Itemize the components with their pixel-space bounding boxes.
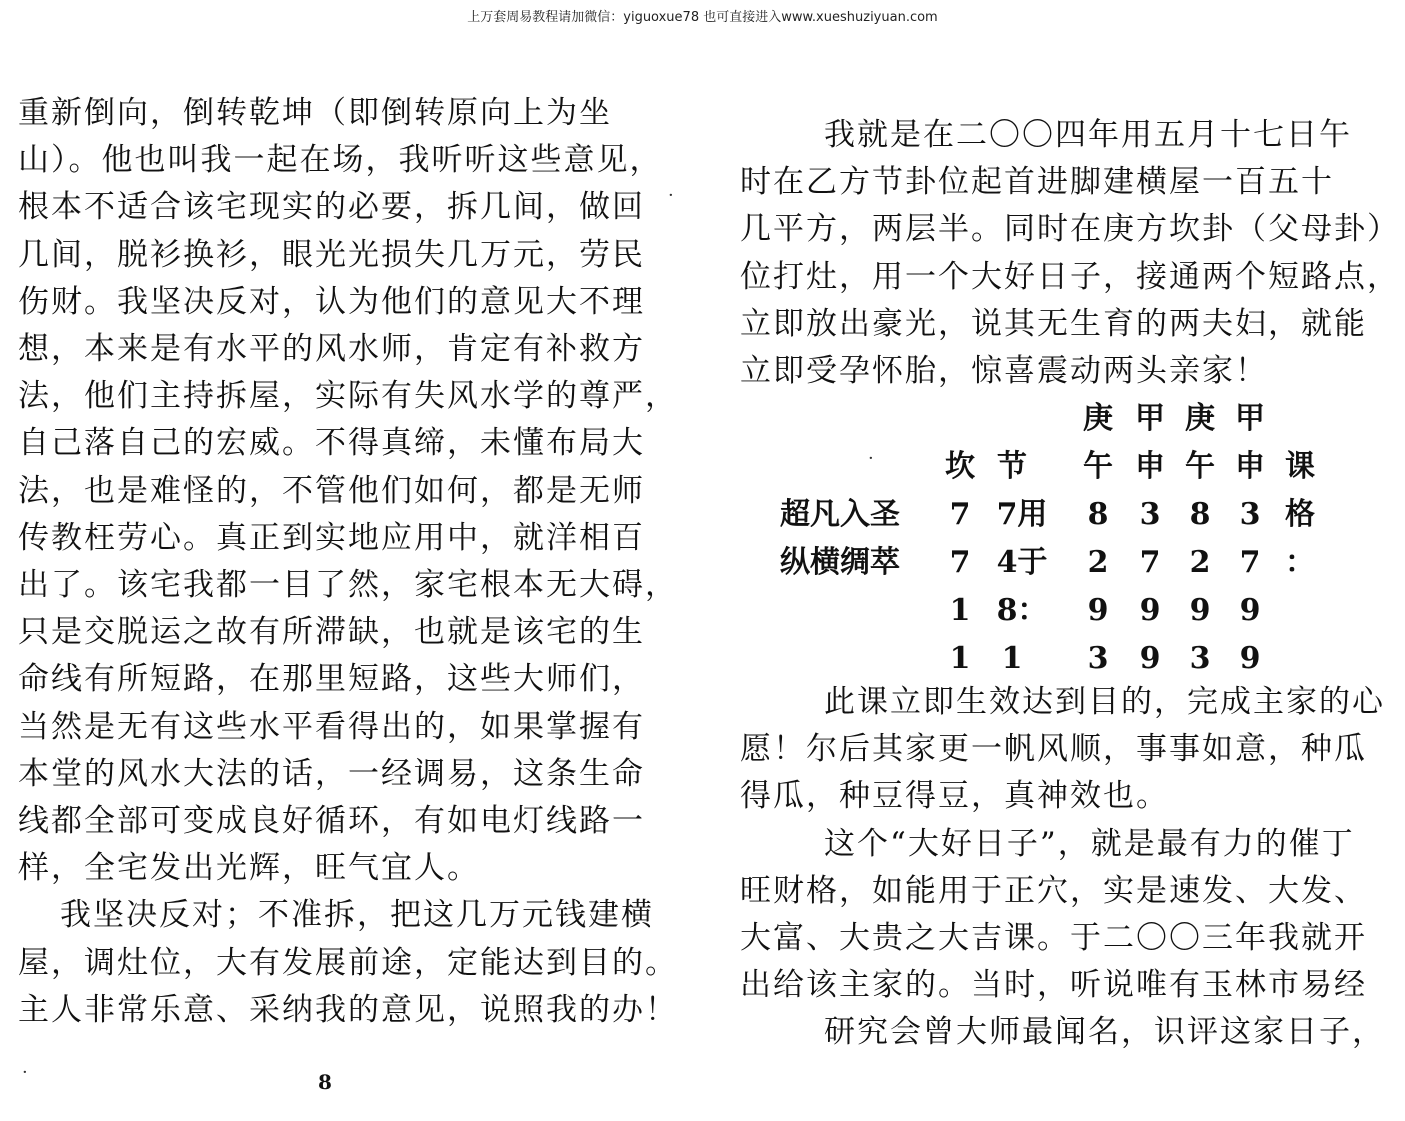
table-cell: 庚 [1185, 401, 1215, 436]
table-cell: 申 [1135, 449, 1165, 484]
text-line: 样，全宅发出光辉，旺气宜人。 [18, 850, 480, 887]
table-cell: 2 [1189, 545, 1211, 580]
text-line: 这个“大好日子”，就是最有力的催丁 [824, 825, 1355, 862]
text-line: 命线有所短路，在那里短路，这些大师们， [18, 661, 645, 698]
table-cell: 3 [1189, 641, 1211, 676]
table-cell: 课 [1285, 449, 1315, 484]
table-cell: 9 [1139, 593, 1161, 628]
text-line: 只是交脱运之故有所滞缺，也就是该宅的生 [18, 614, 645, 651]
text-line: 我就是在二〇〇四年用五月十七日午 [824, 117, 1352, 153]
table-cell: 9 [1239, 593, 1261, 628]
table-cell: 9 [1189, 593, 1211, 628]
text-line: 立即受孕怀胎，惊喜震动两头亲家！ [740, 353, 1268, 390]
page-header-watermark: 上万套周易教程请加微信：yiguoxue78 也可直接进入www.xueshuziyuan.com [467, 10, 938, 25]
text-line: 本堂的风水大法的话，一经调易，这条生命 [18, 755, 645, 792]
text-line: 想，本来是有水平的风水师，肯定有补救方 [18, 331, 645, 368]
table-cell: 午 [1083, 449, 1113, 484]
text-line: 立即放出豪光，说其无生育的两夫妇，就能 [740, 305, 1367, 342]
table-cell: 午 [1185, 449, 1215, 484]
table-cell: 8 [1087, 497, 1109, 532]
table-cell: 9 [1139, 641, 1161, 676]
text-line: 研究会曾大师最闻名，识评这家日子， [824, 1014, 1385, 1051]
text-line: 自己落自己的宏威。不得真缔，未懂布局大 [18, 425, 645, 462]
text-line: 出了。该宅我都一目了然，家宅根本无大碍， [18, 567, 678, 604]
table-cell: 8： [996, 593, 1048, 628]
table-cell: 1 [1001, 641, 1023, 676]
text-line: 法，他们主持拆屋，实际有失风水学的尊严， [18, 378, 678, 415]
table-cell: 3 [1139, 497, 1161, 532]
text-line: 根本不适合该宅现实的必要，拆几间，做回 [18, 189, 645, 226]
table-cell: 3 [1239, 497, 1261, 532]
text-line: 旺财格，如能用于正穴，实是速发、大发、 [740, 872, 1367, 909]
text-line: 主人非常乐意、采纳我的意见，说照我的办！ [18, 991, 678, 1028]
table-cell: 1 [949, 641, 971, 676]
text-line: 时在乙方节卦位起首进脚建横屋一百五十 [740, 164, 1334, 201]
text-line: 山）。他也叫我一起在场，我听听这些意见， [18, 142, 663, 179]
text-line: 法，也是难怪的，不管他们如何，都是无师 [18, 472, 645, 509]
text-line: 线都全部可变成良好循环，有如电灯线路一 [18, 803, 645, 840]
left-page [18, 90, 678, 1099]
text-line: 大富、大贵之大吉课。于二〇〇三年我就开 [740, 920, 1367, 957]
table-cell: 庚 [1083, 401, 1113, 436]
table-cell: 甲 [1235, 401, 1265, 436]
table-cell: 格 [1285, 497, 1315, 532]
text-line: 几平方，两层半。同时在庚方坎卦（父母卦） [740, 211, 1400, 248]
table-cell: 1 [949, 593, 971, 628]
table-cell: 9 [1239, 641, 1261, 676]
table-cell: 7用 [996, 497, 1048, 532]
scan-speck: · [868, 448, 874, 469]
right-page [740, 112, 1400, 1121]
text-line: 屋，调灶位，大有发展前途，定能达到目的。 [18, 944, 678, 981]
text-line: 几间，脱衫换衫，眼光光损失几万元，劳民 [18, 236, 645, 273]
table-cell: 9 [1087, 593, 1109, 628]
table-cell: 7 [949, 545, 971, 580]
page-number: 8 [318, 1070, 332, 1094]
text-line: 此课立即生效达到目的，完成主家的心 [824, 684, 1385, 720]
text-line: 出给该主家的。当时，听说唯有玉林市易经 [740, 967, 1367, 1004]
table-cell: 3 [1087, 641, 1109, 676]
scan-speck: · [668, 185, 674, 206]
table-cell: 4于 [996, 545, 1048, 580]
text-line: 位打灶，用一个大好日子，接通两个短路点， [740, 258, 1400, 295]
table-cell: 7 [949, 497, 971, 532]
row-label: 纵横绸萃 [780, 545, 900, 580]
text-line: 当然是无有这些水平看得出的，如果掌握有 [18, 708, 645, 745]
row-label: 超凡入圣 [780, 497, 900, 532]
table-cell: 节 [997, 449, 1027, 484]
text-line: 得瓜，种豆得豆，真神效也。 [740, 778, 1169, 815]
text-line: 重新倒向，倒转乾坤（即倒转原向上为坐 [18, 95, 612, 131]
right-page-lower-text [740, 679, 1385, 1057]
text-line: 伤财。我坚决反对，认为他们的意见大不理 [18, 283, 645, 320]
table-cell: 7 [1139, 545, 1161, 580]
table-cell: 7 [1239, 545, 1261, 580]
text-line: 愿！尔后其家更一帆风顺，事事如意，种瓜 [740, 731, 1367, 768]
text-line: 我坚决反对；不准拆，把这几万元钱建横 [60, 897, 654, 934]
table-cell: 2 [1087, 545, 1109, 580]
scan-speck: · [22, 1062, 28, 1083]
text-line: 传教枉劳心。真正到实地应用中，就洋相百 [18, 519, 645, 556]
table-cell: ： [1285, 545, 1315, 580]
table-cell: 坎 [945, 449, 975, 484]
table-cell: 8 [1189, 497, 1211, 532]
table-cell: 申 [1235, 449, 1265, 484]
table-cell: 甲 [1135, 401, 1165, 436]
